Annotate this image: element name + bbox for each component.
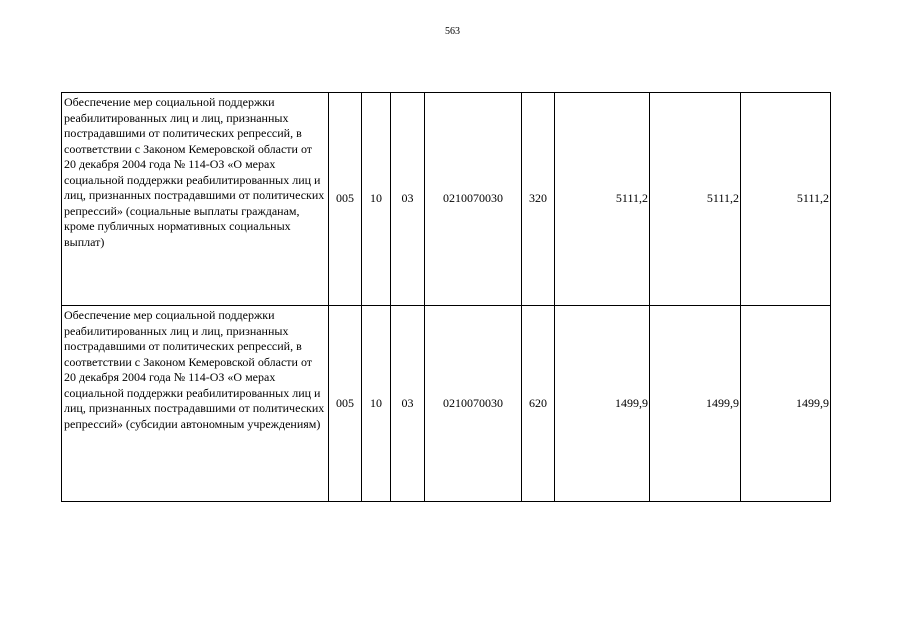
- table-row: [62, 93, 831, 306]
- amount-cell-1: 1499,9: [555, 306, 650, 502]
- expense-type-cell: 620: [522, 306, 555, 502]
- ministry-code-cell: 005: [329, 306, 362, 502]
- subsection-code-cell: 03: [391, 306, 425, 502]
- section-code-cell: 10: [362, 93, 391, 306]
- target-article-cell: 0210070030: [425, 306, 522, 502]
- amount-cell-2: 1499,9: [650, 306, 741, 502]
- amount-cell-3: 5111,2: [741, 93, 831, 306]
- table-row: [62, 306, 831, 502]
- amount-cell-2: 5111,2: [650, 93, 741, 306]
- row-description: Обеспечение мер социальной поддержки реабилитированных лиц и лиц, признанных пострадавшими от политических репрессий, в соответствии с Законом Кемеровской области от 20 декабря 2004 года № 114-ОЗ «О мерах социальной поддержки реабилитированных лиц и лиц, признанных пострадавшими от политических репрессий» (социальные выплаты гражданам, кроме публичных нормативных социальных выплат): [62, 93, 329, 306]
- section-code-cell: 10: [362, 306, 391, 502]
- subsection-code-cell: 03: [391, 93, 425, 306]
- amount-cell-1: 5111,2: [555, 93, 650, 306]
- amount-cell-3: 1499,9: [741, 306, 831, 502]
- budget-table: [61, 92, 831, 502]
- row-description: Обеспечение мер социальной поддержки реабилитированных лиц и лиц, признанных пострадавшими от политических репрессий, в соответствии с Законом Кемеровской области от 20 декабря 2004 года № 114-ОЗ «О мерах социальной поддержки реабилитированных лиц и лиц, признанных пострадавшими от политических репрессий» (субсидии автономным учреждениям): [62, 306, 329, 502]
- target-article-cell: 0210070030: [425, 93, 522, 306]
- expense-type-cell: 320: [522, 93, 555, 306]
- ministry-code-cell: 005: [329, 93, 362, 306]
- page-number: 563: [445, 26, 460, 37]
